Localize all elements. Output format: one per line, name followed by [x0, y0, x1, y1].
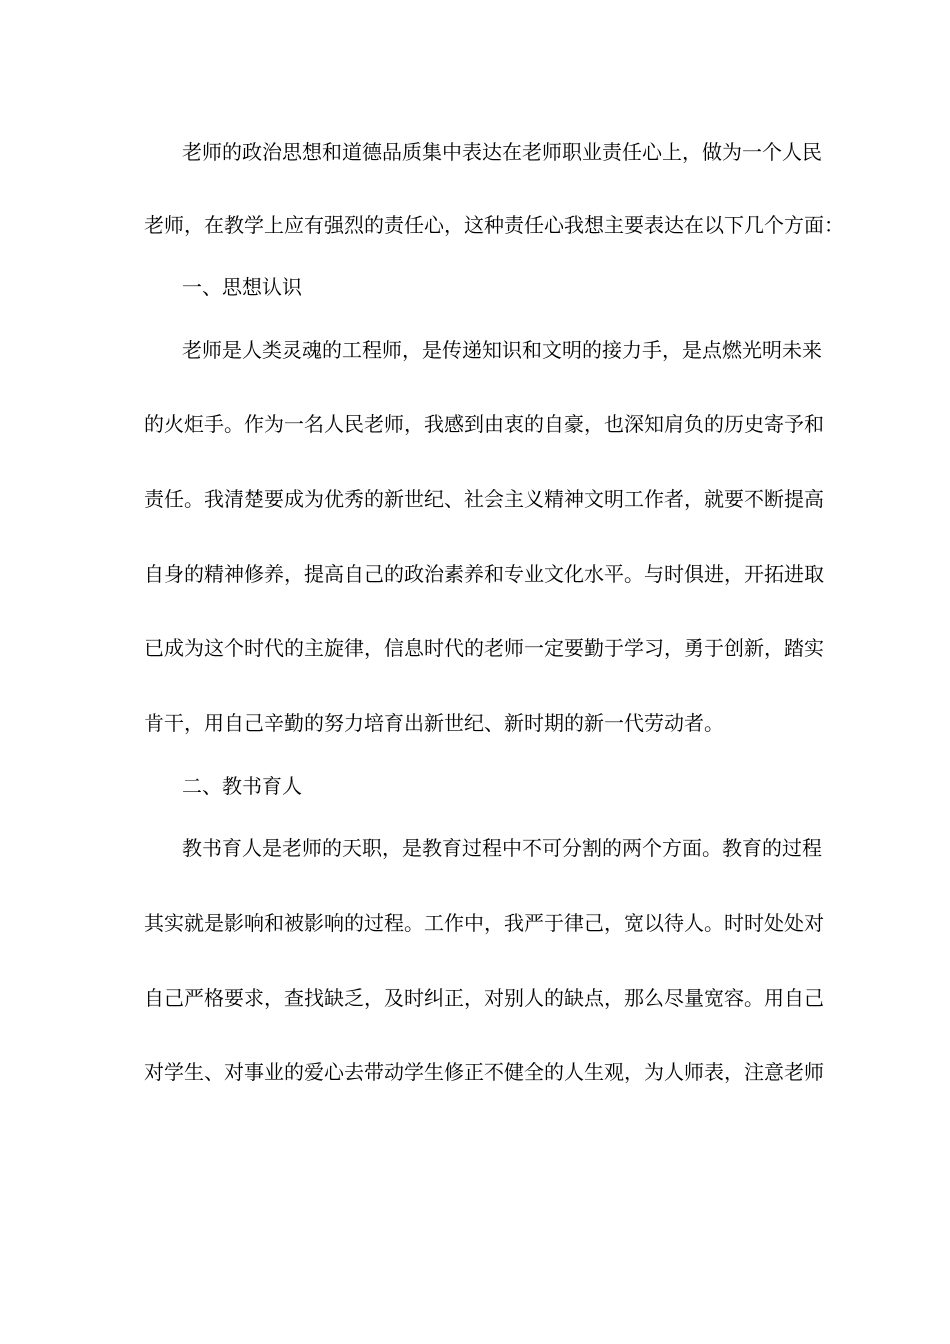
paragraph-3-line-3: 自己严格要求，查找缺乏，及时纠正，对别人的缺点，那么尽量宽容。用自己: [144, 986, 824, 1010]
paragraph-2-line-5: 已成为这个时代的主旋律，信息时代的老师一定要勤于学习，勇于创新，踏实: [144, 636, 824, 660]
paragraph-2-line-1: 老师是人类灵魂的工程师，是传递知识和文明的接力手，是点燃光明未来: [182, 338, 822, 362]
paragraph-3-line-4: 对学生、对事业的爱心去带动学生修正不健全的人生观，为人师表，注意老师: [144, 1060, 824, 1084]
paragraph-2-line-3: 责任。我清楚要成为优秀的新世纪、社会主义精神文明工作者，就要不断提高: [144, 487, 824, 511]
section-heading-2: 二、教书育人: [182, 774, 302, 798]
paragraph-2-line-4: 自身的精神修养，提高自己的政治素养和专业文化水平。与时俱进，开拓进取: [144, 562, 824, 586]
paragraph-3-line-1: 教书育人是老师的天职，是教育过程中不可分割的两个方面。教育的过程: [182, 836, 822, 860]
paragraph-1-line-1: 老师的政治思想和道德品质集中表达在老师职业责任心上，做为一个人民: [182, 140, 822, 164]
paragraph-1-line-2: 老师，在教学上应有强烈的责任心，这种责任心我想主要表达在以下几个方面：: [144, 213, 844, 237]
paragraph-2-line-2: 的火炬手。作为一名人民老师，我感到由衷的自豪，也深知肩负的历史寄予和: [144, 412, 824, 436]
paragraph-2-line-6: 肯干，用自己辛勤的努力培育出新世纪、新时期的新一代劳动者。: [144, 711, 724, 735]
paragraph-3-line-2: 其实就是影响和被影响的过程。工作中，我严于律己，宽以待人。时时处处对: [144, 911, 824, 935]
section-heading-1: 一、思想认识: [182, 275, 302, 299]
